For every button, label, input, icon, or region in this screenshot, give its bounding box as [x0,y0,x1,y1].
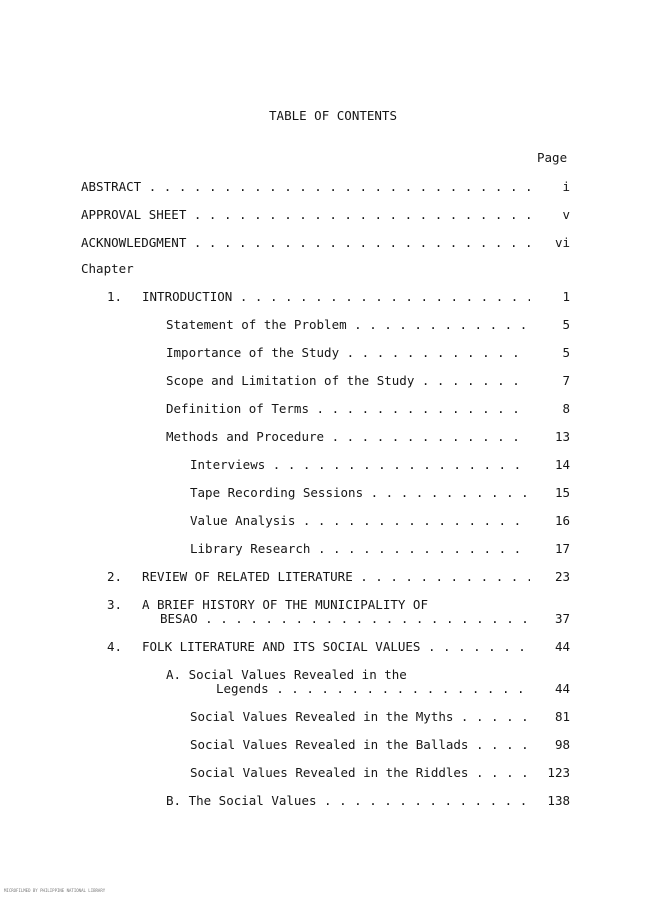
subsection-label: Interviews . . . [190,458,530,472]
page-column-header: Page [537,150,568,165]
section-label: Methods and Procedure . . . [166,430,530,444]
microfilm-footer-print: MICROFILMED BY PHILIPPINE NATIONAL LIBRARY [4,888,106,893]
section-page: 5 [562,345,570,360]
chapter-title: REVIEW OF RELATED LITERATURE . . . [142,570,530,584]
section-page: 7 [562,373,570,388]
section-label: B. The Social Values . . . [166,794,530,808]
section-label: Definition of Terms . . . [166,402,530,416]
chapter-number: 1. [107,289,123,304]
section-label: Statement of the Problem . . . [166,318,530,332]
page-title: TABLE OF CONTENTS [269,108,397,123]
chapter-title-continued: BESAO . . . [160,612,530,626]
section-page: 5 [562,317,570,332]
subsection-page: 15 [554,485,570,500]
section-page: 138 [547,793,570,808]
chapter-title: INTRODUCTION . . . [142,290,530,304]
section-label-continued: Legends . . . [216,682,530,696]
section-label: Scope and Limitation of the Study . . . [166,374,530,388]
chapter-page: 23 [554,569,570,584]
subsection-label: Social Values Revealed in the Riddles . . . [190,766,530,780]
subsection-page: 123 [547,765,570,780]
toc-entry-label: APPROVAL SHEET . . . [81,208,530,222]
subsection-page: 98 [554,737,570,752]
toc-entry-page: v [562,207,570,222]
subsection-page: 14 [554,457,570,472]
subsection-page: 81 [554,709,570,724]
subsection-page: 16 [554,513,570,528]
chapter-title: FOLK LITERATURE AND ITS SOCIAL VALUES . . . [142,640,530,654]
section-label: Importance of the Study . . . [166,346,530,360]
subsection-page: 17 [554,541,570,556]
subsection-label: Social Values Revealed in the Myths . . . [190,710,530,724]
subsection-label: Social Values Revealed in the Ballads . . . [190,738,530,752]
toc-entry-page: vi [554,235,570,250]
toc-entry-page: i [562,179,570,194]
subsection-label: Tape Recording Sessions . . . [190,486,530,500]
section-page: 44 [554,681,570,696]
toc-entry-label: ABSTRACT . . . [81,180,530,194]
chapter-number: 3. [107,597,123,612]
section-page: 8 [562,401,570,416]
subsection-label: Library Research . . . [190,542,530,556]
chapter-page: 1 [562,289,570,304]
chapter-title: A BRIEF HISTORY OF THE MUNICIPALITY OF [142,597,428,612]
toc-entry-label: ACKNOWLEDGMENT . . . [81,236,530,250]
chapter-number: 4. [107,639,123,654]
chapter-page: 37 [554,611,570,626]
subsection-label: Value Analysis . . . [190,514,530,528]
chapter-page: 44 [554,639,570,654]
section-label: A. Social Values Revealed in the [166,667,407,682]
chapter-number: 2. [107,569,123,584]
section-page: 13 [554,429,570,444]
chapter-label: Chapter [81,261,134,276]
